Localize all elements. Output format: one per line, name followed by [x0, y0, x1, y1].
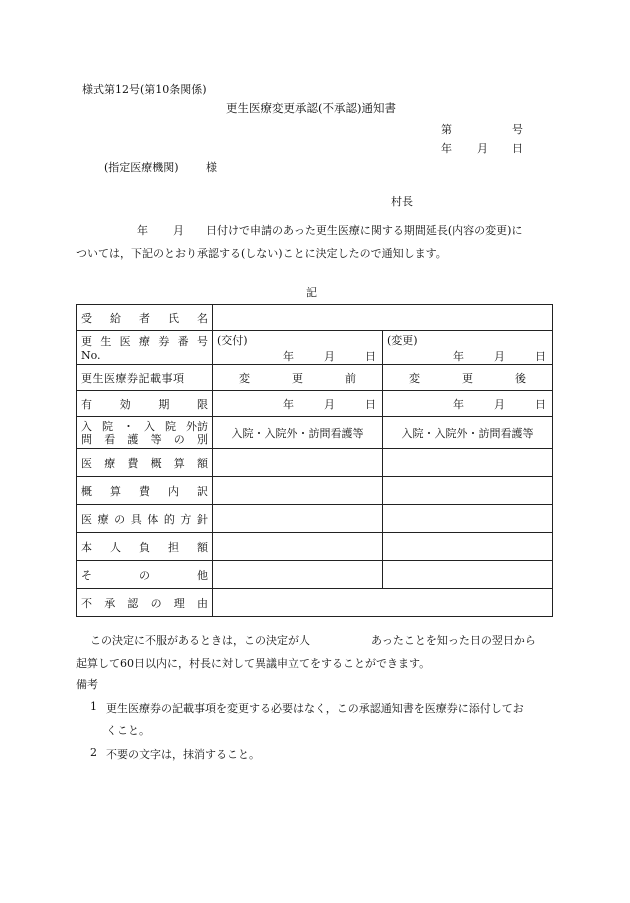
table-row [77, 477, 553, 505]
appeal-line-2: 起算して60日以内に，村長に対して異議申立てをすることができます。 [76, 657, 431, 670]
recipient-name-value [213, 305, 553, 331]
before-change-header: 変 更 前 [239, 371, 356, 385]
recipient: (指定医療機関) [104, 161, 179, 174]
date-month: 月 [477, 142, 488, 155]
note-2-text: 不要の文字は，抹消すること。 [106, 748, 260, 761]
honorific: 様 [206, 161, 217, 174]
table-row [77, 505, 553, 533]
treatment-policy-label: 医 療 の 具 体 的 方 針 [81, 512, 208, 526]
validity-period-label: 有 効 期 限 [81, 397, 208, 411]
intro-month: 月 [173, 224, 184, 237]
certificate-number-sub-label: No. [81, 349, 101, 362]
changed-cell [383, 331, 553, 365]
table-row [77, 561, 553, 589]
number-prefix: 第 [441, 123, 452, 136]
inpatient-type-label-2: 問 看 護 等 の 別 [81, 432, 208, 446]
form-number: 様式第12号(第10条関係) [82, 83, 207, 96]
number-suffix: 号 [512, 123, 523, 136]
intro-line-1: 日付けで申請のあった更生医療に関する期間延長(内容の変更)に [206, 224, 523, 237]
issued-cell [213, 331, 383, 365]
sender: 村長 [391, 195, 413, 208]
rejection-reason-label: 不 承 認 の 理 由 [81, 596, 208, 610]
table-row [77, 305, 553, 331]
self-payment-label: 本 人 負 担 額 [81, 540, 208, 554]
changed-month: 月 [494, 349, 505, 363]
table-row [77, 365, 553, 391]
date-day: 日 [512, 142, 523, 155]
date-year: 年 [441, 142, 452, 155]
intro-year: 年 [137, 224, 148, 237]
recipient-name-label: 受 給 者 氏 名 [81, 311, 208, 325]
table-row [77, 589, 553, 617]
table-row [77, 533, 553, 561]
inpatient-type-after: 入院・入院外・訪問看護等 [383, 417, 553, 449]
appeal-line-1a: この決定に不服があるときは，この決定が人 [90, 634, 310, 647]
table-row [77, 331, 553, 365]
table-row [77, 417, 553, 449]
note-1-line-1: 更生医療券の記載事項を変更する必要はなく，この承認通知書を医療券に添付してお [106, 702, 524, 715]
issued-note: (交付) [217, 333, 248, 347]
remarks-title: 備考 [76, 678, 98, 691]
ki-heading: 記 [306, 286, 317, 299]
changed-note: (変更) [387, 333, 418, 347]
table-row [77, 449, 553, 477]
validity-before-date: 年 月 日 [283, 397, 376, 411]
other-label: そ の 他 [81, 568, 208, 582]
after-change-header: 変 更 後 [409, 371, 526, 385]
changed-day: 日 [535, 349, 546, 363]
issued-year: 年 [283, 349, 294, 363]
details-table [76, 304, 553, 617]
cost-breakdown-label: 概 算 費 内 訳 [81, 484, 208, 498]
estimated-cost-label: 医 療 費 概 算 額 [81, 456, 208, 470]
issued-month: 月 [324, 349, 335, 363]
note-2-number: 2 [90, 746, 97, 759]
document-title: 更生医療変更承認(不承認)通知書 [226, 101, 396, 115]
issued-day: 日 [365, 349, 376, 363]
changed-year: 年 [453, 349, 464, 363]
certificate-number-label: 更 生 医 療 券 番 号 [81, 335, 208, 348]
note-1-number: 1 [90, 700, 97, 713]
appeal-line-1b: あったことを知った日の翌日から [371, 634, 536, 647]
intro-line-2: ついては，下記のとおり承認する(しない)ことに決定したので通知します。 [76, 247, 447, 260]
certificate-items-label: 更生医療券記載事項 [81, 371, 185, 385]
validity-after-date: 年 月 日 [453, 397, 546, 411]
table-row [77, 391, 553, 417]
inpatient-type-label-1: 入 院 ・ 入 院 外訪 [81, 419, 208, 433]
note-1-line-2: くこと。 [106, 724, 150, 737]
inpatient-type-before: 入院・入院外・訪問看護等 [213, 417, 383, 449]
